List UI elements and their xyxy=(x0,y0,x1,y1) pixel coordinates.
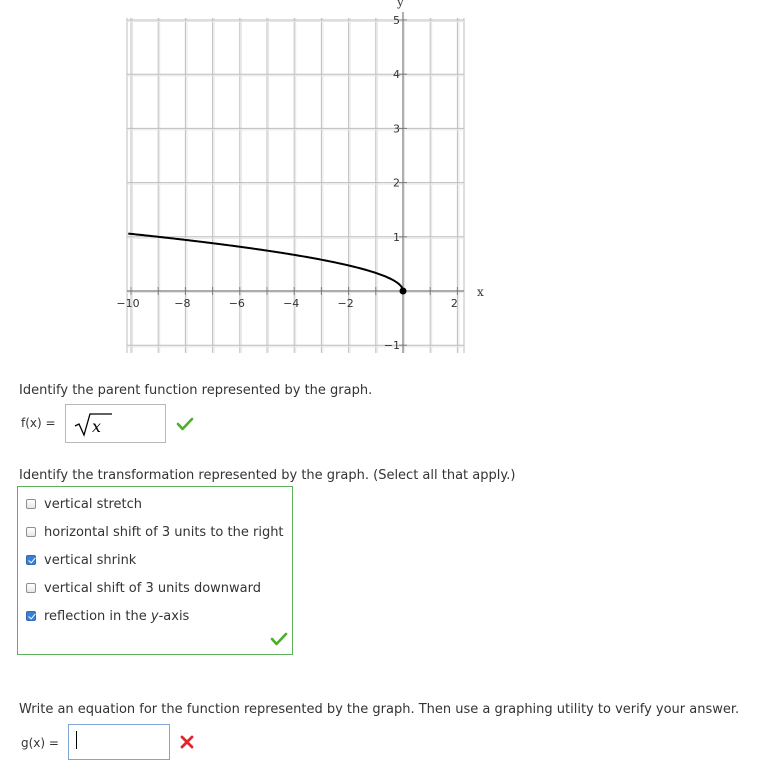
option-label: vertical shrink xyxy=(44,552,137,568)
q1-prompt: Identify the parent function represented by the graph. xyxy=(19,383,373,398)
option-label-prefix: reflection in the xyxy=(44,608,151,624)
y-tick-label: 1 xyxy=(393,230,400,244)
y-tick-label: 3 xyxy=(393,122,400,136)
radicand: x xyxy=(92,417,102,436)
y-tick-label: 2 xyxy=(393,176,400,190)
q2-prompt: Identify the transformation represented by the graph. (Select all that apply.) xyxy=(19,468,516,483)
function-curve xyxy=(128,234,403,291)
correct-check-icon xyxy=(176,417,194,431)
f-of-x-label: f(x) = xyxy=(21,416,56,430)
y-tick-label: 5 xyxy=(393,14,400,27)
option-horizontal-shift-right[interactable] xyxy=(26,523,284,541)
option-label xyxy=(44,609,189,624)
correct-check-icon xyxy=(270,632,288,646)
square-root-expression xyxy=(72,408,122,440)
checkbox-horizontal-shift-right[interactable] xyxy=(26,527,36,537)
option-vertical-stretch[interactable] xyxy=(26,495,142,513)
option-label-suffix: -axis xyxy=(158,608,190,624)
y-tick-label: 4 xyxy=(393,68,400,82)
x-tick-label: −10 xyxy=(116,297,140,310)
checkbox-vertical-stretch[interactable] xyxy=(26,499,36,509)
option-vertical-shift-down[interactable] xyxy=(26,579,261,597)
parent-function-answer[interactable] xyxy=(65,404,166,443)
incorrect-x-icon xyxy=(180,735,194,749)
g-of-x-label: g(x) = xyxy=(21,736,59,750)
transformation-options-group xyxy=(17,486,293,655)
x-tick-label: −4 xyxy=(283,297,300,310)
q3-prompt: Write an equation for the function represented by the graph. Then use a graphing utility to verify your answer. xyxy=(19,702,740,717)
x-tick-label: −6 xyxy=(228,297,245,310)
option-reflection-y-axis[interactable] xyxy=(26,607,189,625)
option-label: vertical shift of 3 units downward xyxy=(44,580,262,596)
checkbox-vertical-shift-down[interactable] xyxy=(26,583,36,593)
x-axis-label: x xyxy=(477,285,484,299)
curve-endpoint xyxy=(400,288,407,295)
x-tick-label: −2 xyxy=(337,297,354,310)
y-tick-label: −1 xyxy=(383,339,400,353)
x-tick-label: 2 xyxy=(450,297,458,310)
checkbox-vertical-shrink[interactable] xyxy=(26,555,36,565)
graph xyxy=(0,0,500,362)
option-label-variable: y xyxy=(150,608,159,624)
equation-answer-input[interactable] xyxy=(68,724,170,760)
y-axis-label: y xyxy=(397,0,404,9)
option-label: horizontal shift of 3 units to the right xyxy=(44,524,284,540)
checkbox-reflection-y-axis[interactable] xyxy=(26,611,36,621)
text-cursor xyxy=(76,731,77,749)
option-vertical-shrink[interactable] xyxy=(26,551,136,569)
x-tick-label: −8 xyxy=(174,297,191,310)
option-label: vertical stretch xyxy=(44,496,143,512)
